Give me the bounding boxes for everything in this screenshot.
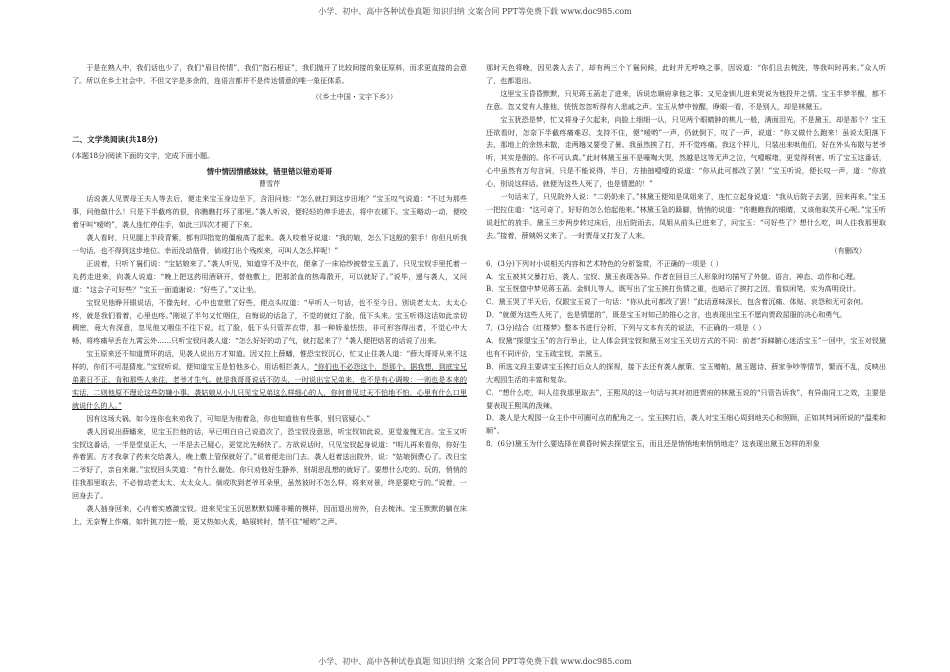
story-paragraph: 正说着，只听丫鬟们说：“宝姑娘来了。”袭人听见，知道穿不及中衣，便拿了一床袷纱被替宝玉盖了。只见宝钗手里托着一丸药走进来，向袭人说道：“晚上把这药用酒研开，替他敷上，把那淤血的热毒散开，可以就好了。”说毕，递与袭人，又问道：“这会子可好些？”宝玉一面道谢说：“好些了。”又让坐。 — [72, 258, 467, 294]
question-7-option-a: A．钗黛“探望宝玉”的言行举止，让人体会到宝钗和黛玉对宝玉关切方式的不同：前者“诉睇腑心迷活宝玉”一回中，宝玉对钗黛也有不同评价，宝玉疏宝钗，亲黛玉。 — [486, 336, 886, 358]
story-paragraph: 话说袭人见贾母王夫人等去后，便走来宝玉身边坐下，含泪问他：“怎么就打到这步田地？”宝玉叹气说道：“不过为那些事，问他做什么！只是下半截疼的很，你瞧瞧打坏了那里。”袭人听说，便轻轻的伸手进去，将中衣褪下。宝玉略动一动，便咬着牙叫“嗳哟”，袭人连忙停住手，如此三四次才褪了下来。 — [72, 194, 467, 230]
underlined-quote: “你们也不必怨这个，怨那个。据我想，到底宝兄弟素日不正，肯和那些人来往，老爷才生气。就是我哥哥说话不防头，一时说出宝兄弟来，也不是有心调唆：一则也是本来的实话，二则他原不理论这些防嫌小事。袭姑娘从小儿只见宝兄弟这么样细心的人，你何曾见过天不怕地不怕，心里有什么口里就说什么的人。” — [72, 362, 467, 410]
story-paragraph: 那时天色将晚，因见袭人去了，却有两三个丫鬟伺候，此时并无呼唤之事，因说道：“你们且去梳洗，等我叫时再来。”众人听了，也都退出。 — [486, 63, 886, 85]
left-column — [72, 62, 467, 652]
story-author: 曹雪芹 — [258, 179, 281, 189]
question-8: 8．(6分)黛玉为什么要选择在黄昏时候去探望宝玉，而且还是悄悄地来悄悄地走？这表现出黛玉怎样的形象 — [486, 439, 820, 449]
question-7-option-d: D．袭人是大观园一众主仆中可圈可点的配角之一。宝玉挨打后，袭人对宝玉细心周到地关心和照顾，正如其判词所说的“温柔和顺”。 — [486, 413, 886, 436]
story-paragraph: 这里宝玉昏昏默默，只见蒋玉菡走了进来，诉说忠顺府拿他之事；又见金钏儿进来哭说为他投井之情。宝玉半梦半醒，都不在意。忽又觉有人推他，恍恍忽忽听得有人悲戚之声。宝玉从梦中惊醒，睁眼一看，不是别人，却是林黛玉。 — [486, 88, 886, 111]
story-paragraph: 一句话未了，只见院外人说：“二奶奶来了。”林黛玉便知是凤姐来了，连忙立起身说道：“我从后院子去罢，回来再来。”宝玉一把拉住道：“这可奇了，好好的怎么怕起他来。”林黛玉急的跺脚，悄悄的说道：“你瞧瞧我的眼睛，又该他取笑开心呢。”宝玉听说赶忙的放手。黛玉三步两步转过床后，出后院而去。凤姐从前头已进来了，问宝玉：“可好些了？想什么吃，叫人往我那里取去。”接着，薛姨妈又来了。一时贾母又打发了人来。 — [486, 192, 886, 240]
intro-paragraph: 于是在熟人中，我们话也少了，我们“眉目传情”，我们“指石相证”，我们抛开了比较间接的象征原料，而求更直接的会意了。所以在乡土社会中，不但文字是多余的，连语言都并不是传达情意的唯一象征体系。 — [72, 63, 467, 85]
story-paragraph: 宝玉犹恐是梦，忙又将身子欠起来，向脸上细细一认，只见两个眼睛肿的桃儿一般，满面泪光，不是黛玉，却是那个？宝玉还欲看时，怎奈下半截疼痛难忍，支持不住，便“嗳哟”一声，仍就倒下，叹了一声，说道：“你又做什么跑来！虽说太阳落下去，那地上的余热未散，走两趟又要受了暑。我虽然挨了打，并不觉疼痛。我这个样儿，只装出来哄他们，好在外头布散与老爷听，其实是假的。你不可认真。”此时林黛玉虽不是嚎啕大哭，然越是这等无声之泣，气噎喉堵，更觉得利害。听了宝玉这番话，心中虽然有万句言词，只是不能说得，半日，方抽抽噎噎的说道：“你从此可都改了罢！”宝玉听说，便长叹一声，道：“你放心，别说这样话。就便为这些人死了，也是情愿的！” — [486, 114, 886, 189]
story-paragraph: 袭人抽身回来，心内着实感激宝钗。进来见宝玉沉思默默似睡非睡的模样，因而退出房外，自去梳沐。宝玉默默的躺在床上，无奈臀上作痛，如针挑刀挖一般，更又热如火炙，略展转时，禁不住“嗳哟”之声。 — [72, 504, 467, 526]
story-title: 情中情因情感妹妹，错里错以错劝哥哥 — [206, 166, 333, 176]
question-6-option-b: B．宝玉恍惚中梦见蒋玉菡、金钏儿等人，既写出了宝玉挨打伤情之重，也暗示了挨打之因，看似闲笔，实为高明设计。 — [486, 284, 861, 294]
intro-source: （《乡土中国・文字下乡》） — [311, 91, 397, 101]
question-6: 6．(3分)下列对小说相关内容和艺术特色的分析鉴赏，不正确的一项是（ ） — [486, 258, 723, 268]
question-7: 7．(3分)结合《红楼梦》整本书进行分析，下列与文本有关的说法，不正确的一项是（ ） — [486, 323, 766, 333]
story-paragraph-with-underline — [72, 348, 467, 413]
story-attribution: （有删改） — [830, 245, 866, 255]
page-footer-banner: 小学、初中、高中各种试卷真题 知识归纳 文案合同 PPT等免费下载 www.doc985.com — [318, 657, 632, 666]
question-7-option-b: B．所选文段主要讲宝玉挨打后众人的探视，接下去还有袭人献策、宝玉赠帕、黛玉题诗、薛家争吵等情节，繁而不乱，反映出大观园生活的丰富和复杂。 — [486, 361, 886, 384]
question-6-option-a: A．宝玉被其父暴打后，袭人、宝钗、黛玉表现各异。作者在回目三人形象时均描写了外貌、语言、神态、动作和心理。 — [486, 271, 860, 281]
section-title: 二、文学类阅读(共18分) — [72, 134, 158, 144]
story-paragraph: 因有这场大祸。如今连你也来劝我了，可知是为他着急，你也知道他有些事，别只管疑心。” — [86, 413, 371, 423]
page-header-banner: 小学、初中、高中各种试卷真题 知识归纳 文案合同 PPT等免费下载 www.doc985.com — [318, 7, 632, 16]
story-paragraph: 袭人因说出薛蟠来，见宝玉拦他的话，早已明白自己说造次了，恐宝钗没意思，听宝钗如此说，更觉羞愧无言。宝玉又听宝钗这番话，一半是堂皇正大，一半是去己疑心，更觉比先畅快了。方欲说话时，只见宝钗起身说道：“明儿再来看你，你好生养着罢。方才我拿了药来交给袭人，晚上敷上管保就好了。”说着便走出门去。袭人赶着送出院外，说：“姑娘倒费心了。改日宝二爷好了，亲自来谢。”宝钗回头笑道：“有什么谢处。你只劝他好生静养，别胡思乱想的就好了。要想什么吃的、玩的，悄悄的往我那里取去，不必惊动老太太、太太众人。倘或吹到老爷耳朵里，虽然彼时不怎么样，将来对景，终是要吃亏的。”说着，一回身去了。 — [72, 426, 467, 501]
story-paragraph: 宝钗见他睁开眼说话，不像先时，心中也宽慰了好些，便点头叹道：“早听人一句话，也不至今日。别说老太太、太太心疼，就是我们看着，心里也疼。”刚说了半句又忙咽住，自悔说的话急了，不觉的就红了脸，低下头来。宝玉听得这话如此亲切稠密，竟大有深意，忽见他又咽住不往下说，红了脸，低下头只管弄衣带，那一种娇羞怯怯，非可形容得出者，不觉心中大畅，将疼痛早丢在九霄云外……只听宝钗问袭人道：“怎么好好的动了气，就打起来了？”袭人便把焙茗的话说了出来。 — [72, 297, 467, 346]
story-text: 宝玉原来还不知道贾环的话，见袭人说出方才知道。因又拉上薛蟠，惟恐宝钗沉心，忙又止住袭人道：“薛大哥哥从来不这样的，你们不可混猜度。”宝钗听说，便知道宝玉是怕他多心，用话相拦袭人， — [72, 349, 467, 372]
story-paragraph: 袭人看时，只见腿上半段青紫，都有四指宽的僵痕高了起来。袭人咬着牙说道：“我的娘，怎么下这般的狠手！你但凡听我一句话，也不得到这步地位。幸而没动筋骨，倘或打出个残疾来，可叫人怎么样呢！” — [72, 233, 467, 255]
section-instruction: (本题18分)阅读下面的文字，完成下面小题。 — [72, 150, 215, 160]
question-7-option-c: C．“想什么吃，叫人往我那里取去”，王熙凤的这一句话与其对初进贾府的林黛玉说的“只管告诉我”，有异曲同工之效，主要是要表现王熙凤的泼辣。 — [486, 387, 886, 410]
question-6-option-c: C．黛玉哭了半天后，仅跟宝玉说了一句话：“你从此可都改了罢！”此话意味深长，包含着沉痛、体贴、哀怨和无可奈何。 — [486, 297, 868, 307]
right-column — [486, 62, 886, 652]
question-6-option-d: D．“就便为这些人死了，也是情愿的”，既是宝玉对知己的推心之言，也表现出宝玉不愿向贾政屈服的决心和勇气。 — [486, 310, 847, 320]
